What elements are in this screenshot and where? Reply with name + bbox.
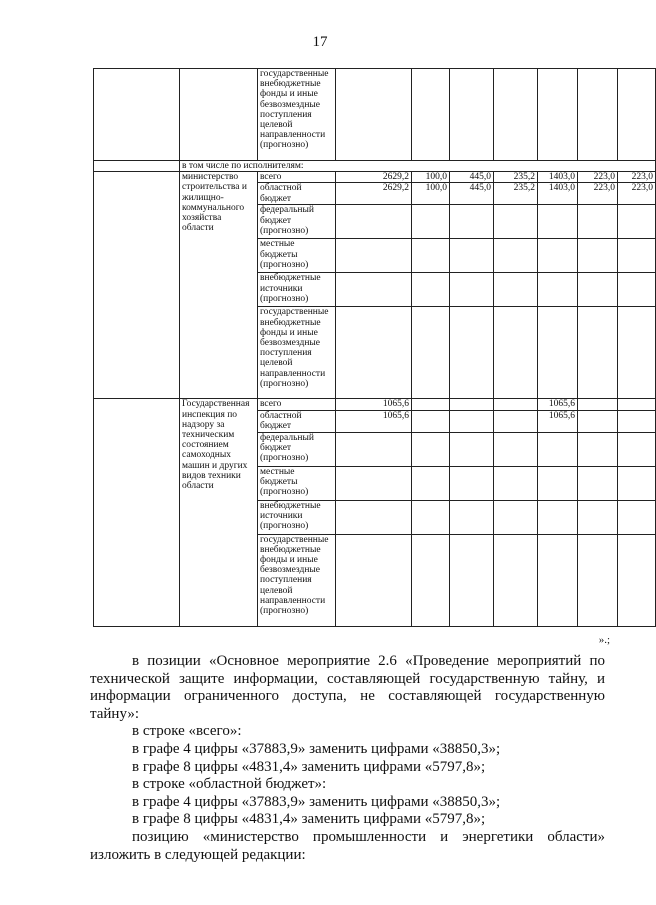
value-cell — [618, 432, 656, 466]
value-cell: 1403,0 — [538, 183, 578, 205]
value-cell — [538, 307, 578, 399]
blank-cell — [180, 69, 258, 161]
value-cell — [412, 410, 450, 432]
source-cell: областной бюджет — [258, 410, 336, 432]
source-cell: областной бюджет — [258, 183, 336, 205]
value-cell — [578, 466, 618, 500]
value-cell — [450, 500, 494, 534]
value-cell — [538, 239, 578, 273]
value-cell — [336, 239, 412, 273]
value-cell — [618, 399, 656, 410]
value-cell — [494, 205, 538, 239]
value-cell: 223,0 — [618, 183, 656, 205]
value-cell: 1065,6 — [538, 410, 578, 432]
value-cell: 1065,6 — [538, 399, 578, 410]
value-cell: 223,0 — [618, 172, 656, 183]
table-row — [94, 69, 656, 161]
budget-table — [93, 68, 656, 627]
value-cell — [450, 410, 494, 432]
value-cell — [412, 239, 450, 273]
value-cell — [618, 69, 656, 161]
value-cell — [538, 432, 578, 466]
value-cell — [578, 432, 618, 466]
source-cell: федеральный бюджет (прогнозно) — [258, 432, 336, 466]
source-cell: федеральный бюджет (прогнозно) — [258, 205, 336, 239]
value-cell: 1403,0 — [538, 172, 578, 183]
value-cell — [494, 500, 538, 534]
value-cell — [336, 500, 412, 534]
value-cell — [494, 466, 538, 500]
value-cell — [412, 534, 450, 626]
value-cell: 2629,2 — [336, 172, 412, 183]
value-cell — [538, 500, 578, 534]
text-line: в строке «областной бюджет»: — [132, 776, 327, 793]
value-cell — [450, 205, 494, 239]
value-cell — [578, 500, 618, 534]
text-line: в графе 4 цифры «37883,9» заменить цифрами «38850,3»; — [132, 740, 501, 757]
table-row — [94, 399, 656, 410]
closing-quote: ».; — [598, 634, 610, 646]
value-cell — [538, 69, 578, 161]
value-cell — [450, 307, 494, 399]
value-cell: 100,0 — [412, 183, 450, 205]
value-cell: 2629,2 — [336, 183, 412, 205]
source-cell: государственные внебюджетные фонды и иные безвозмездные поступления целевой направленности (прогнозно) — [258, 307, 336, 399]
value-cell — [336, 307, 412, 399]
blank-cell — [94, 172, 180, 399]
value-cell — [336, 466, 412, 500]
in-particular-label: в том числе по исполнителям: — [180, 161, 656, 172]
value-cell — [494, 534, 538, 626]
source-cell: всего — [258, 172, 336, 183]
value-cell — [618, 239, 656, 273]
value-cell — [578, 410, 618, 432]
value-cell — [494, 69, 538, 161]
value-cell — [494, 410, 538, 432]
value-cell — [618, 466, 656, 500]
value-cell — [578, 399, 618, 410]
body-text — [90, 653, 605, 864]
value-cell — [450, 432, 494, 466]
value-cell — [538, 273, 578, 307]
value-cell: 445,0 — [450, 172, 494, 183]
value-cell — [618, 205, 656, 239]
source-cell: государственные внебюджетные фонды и иные безвозмездные поступления целевой направленности (прогнозно) — [258, 534, 336, 626]
value-cell — [412, 205, 450, 239]
value-cell — [494, 399, 538, 410]
value-cell — [450, 273, 494, 307]
value-cell — [578, 205, 618, 239]
value-cell — [336, 205, 412, 239]
value-cell — [450, 399, 494, 410]
value-cell — [494, 432, 538, 466]
value-cell: 100,0 — [412, 172, 450, 183]
source-cell: местные бюджеты (прогнозно) — [258, 239, 336, 273]
paragraph-position: в позиции «Основное мероприятие 2.6 «Проведение мероприятий по технической защите информации, составляющей государственную тайну, и информации ограниченного доступа, не составляющей государственную тайну»: — [90, 653, 605, 722]
value-cell — [450, 534, 494, 626]
value-cell — [578, 307, 618, 399]
value-cell: 1065,6 — [336, 410, 412, 432]
value-cell — [412, 307, 450, 399]
value-cell — [412, 399, 450, 410]
value-cell — [538, 466, 578, 500]
blank-cell — [94, 161, 180, 172]
text-line: в графе 8 цифры «4831,4» заменить цифрами «5797,8»; — [132, 758, 486, 775]
text-line: в строке «всего»: — [132, 723, 242, 740]
value-cell — [336, 69, 412, 161]
value-cell — [412, 500, 450, 534]
value-cell — [412, 69, 450, 161]
value-cell: 445,0 — [450, 183, 494, 205]
value-cell — [578, 534, 618, 626]
value-cell: 1065,6 — [336, 399, 412, 410]
source-cell: всего — [258, 399, 336, 410]
value-cell — [412, 432, 450, 466]
value-cell — [450, 466, 494, 500]
value-cell — [618, 500, 656, 534]
value-cell: 223,0 — [578, 172, 618, 183]
source-cell: местные бюджеты (прогнозно) — [258, 466, 336, 500]
value-cell — [618, 307, 656, 399]
table-row — [94, 161, 656, 172]
table-row — [94, 172, 656, 183]
value-cell: 235,2 — [494, 183, 538, 205]
value-cell — [450, 69, 494, 161]
value-cell — [578, 273, 618, 307]
value-cell — [618, 534, 656, 626]
value-cell: 223,0 — [578, 183, 618, 205]
blank-cell — [94, 69, 180, 161]
value-cell — [412, 273, 450, 307]
source-cell: внебюджетные источники (прогнозно) — [258, 500, 336, 534]
value-cell — [578, 69, 618, 161]
value-cell — [412, 466, 450, 500]
source-cell: государственные внебюджетные фонды и иные безвозмездные поступления целевой направленности (прогнозно) — [258, 69, 336, 161]
value-cell — [538, 534, 578, 626]
source-cell: внебюджетные источники (прогнозно) — [258, 273, 336, 307]
blank-cell — [94, 399, 180, 626]
value-cell — [336, 273, 412, 307]
executor-name: министерство строительства и жилищно-коммунального хозяйства области — [180, 172, 258, 399]
value-cell — [618, 273, 656, 307]
text-line: в графе 8 цифры «4831,4» заменить цифрами «5797,8»; — [132, 811, 486, 828]
value-cell — [336, 534, 412, 626]
value-cell: 235,2 — [494, 172, 538, 183]
value-cell — [494, 307, 538, 399]
page-number: 17 — [312, 34, 328, 50]
value-cell — [538, 205, 578, 239]
value-cell — [578, 239, 618, 273]
value-cell — [450, 239, 494, 273]
text-line: позицию «министерство промышленности и энергетики области» — [132, 828, 605, 845]
value-cell — [494, 273, 538, 307]
text-line: в графе 4 цифры «37883,9» заменить цифрами «38850,3»; — [132, 793, 501, 810]
executor-name: Государственная инспекция по надзору за техническим состоянием самоходных машин и других видов техники области — [180, 399, 258, 626]
value-cell — [618, 410, 656, 432]
value-cell — [494, 239, 538, 273]
text-line: изложить в следующей редакции: — [90, 846, 306, 863]
value-cell — [336, 432, 412, 466]
